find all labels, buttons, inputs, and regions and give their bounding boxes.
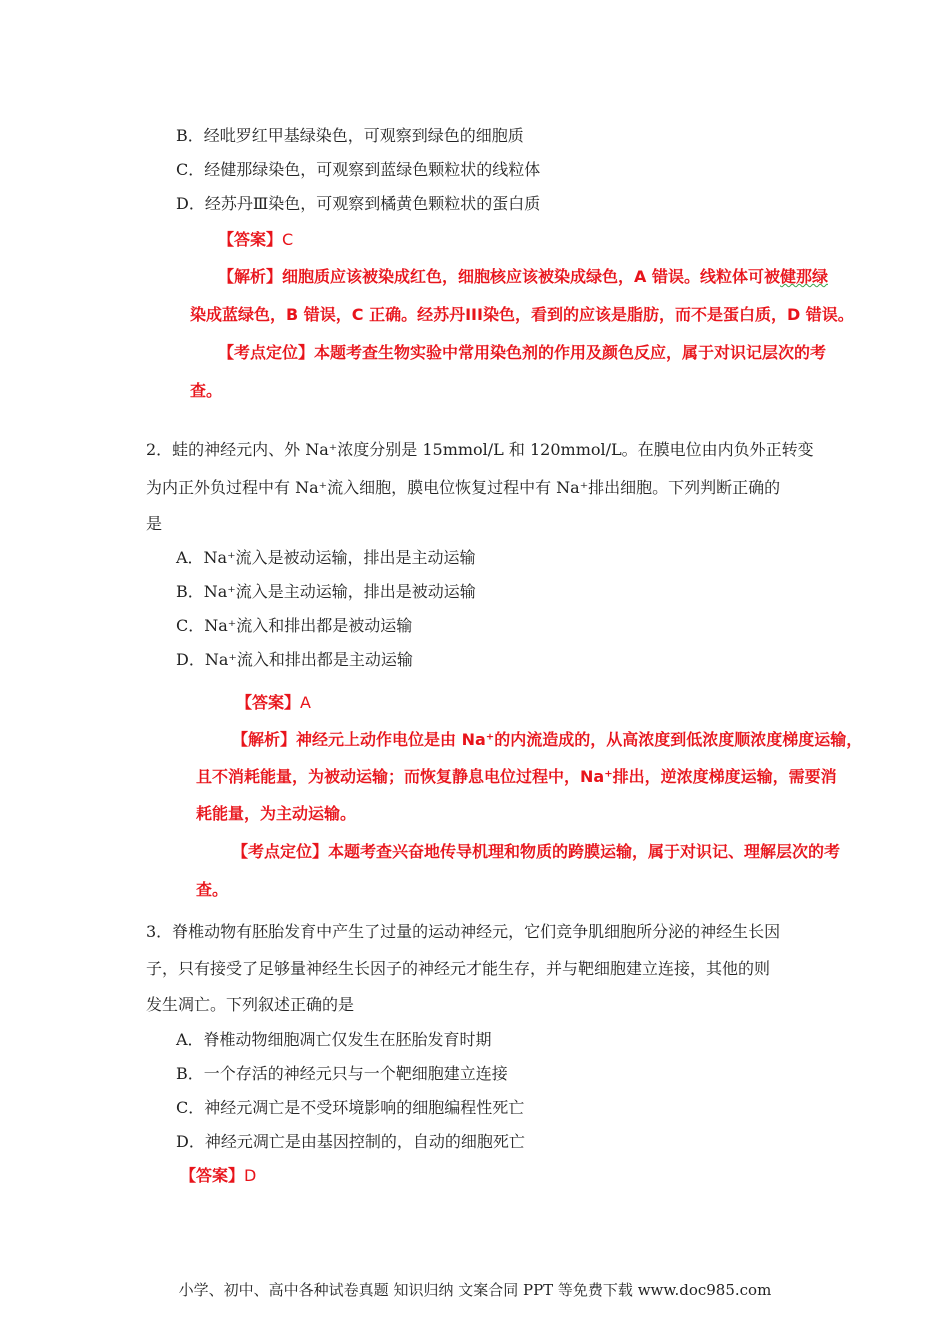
q2-keypoint-line2: 查。	[196, 880, 229, 899]
answer-label: 【答案】	[180, 1166, 245, 1185]
q1-answer	[218, 229, 293, 251]
q2-keypoint-line1	[232, 841, 840, 863]
q3-answer	[180, 1165, 256, 1187]
page-footer: 小学、初中、高中各种试卷真题 知识归纳 文案合同 PPT 等免费下载 www.doc985.com	[178, 1281, 772, 1299]
q3-stem-line1: 3．脊椎动物有胚胎发育中产生了过量的运动神经元，它们竞争肌细胞所分泌的神经生长因	[146, 922, 781, 941]
keypoint-label: 【考点定位】	[232, 842, 329, 861]
analysis-label: 【解析】	[218, 267, 283, 286]
q2-analysis-line3: 耗能量，为主动运输。	[196, 804, 357, 823]
q2-option-d: D．Na⁺流入和排出都是主动运输	[176, 650, 413, 669]
keypoint-text: 本题考查兴奋地传导机理和物质的跨膜运输，属于对识记、理解层次的考	[328, 842, 841, 861]
q1-option-b: B．经吡罗红甲基绿染色，可观察到绿色的细胞质	[176, 126, 524, 145]
q2-stem-line1: 2．蛙的神经元内、外 Na⁺浓度分别是 15mmol/L 和 120mmol/L。在膜电位由内负外正转变	[146, 440, 814, 459]
q3-stem-line2: 子，只有接受了足够量神经生长因子的神经元才能生存，并与靶细胞建立连接，其他的则	[146, 959, 771, 978]
q1-analysis-line2: 染成蓝绿色，B 错误，C 正确。经苏丹III染色，看到的应该是脂肪，而不是蛋白质，D 错误。	[190, 305, 854, 324]
q2-stem-line3: 是	[146, 514, 163, 533]
keypoint-text: 本题考查生物实验中常用染色剂的作用及颜色反应，属于对识记层次的考	[314, 343, 827, 362]
q3-option-b: B．一个存活的神经元只与一个靶细胞建立连接	[176, 1064, 508, 1083]
answer-value: A	[300, 693, 311, 712]
q2-analysis-line2: 且不消耗能量，为被动运输；而恢复静息电位过程中，Na⁺排出，逆浓度梯度运输，需要消	[196, 767, 837, 786]
analysis-text-underlined: 健那绿	[779, 267, 828, 286]
q1-option-c: C．经健那绿染色，可观察到蓝绿色颗粒状的线粒体	[176, 160, 541, 179]
q1-keypoint-line2: 查。	[190, 381, 223, 400]
q3-option-a: A．脊椎动物细胞凋亡仅发生在胚胎发育时期	[176, 1030, 492, 1049]
answer-value: D	[244, 1166, 257, 1185]
q3-option-c: C．神经元凋亡是不受环境影响的细胞编程性死亡	[176, 1098, 525, 1117]
analysis-text: 细胞质应该被染成红色，细胞核应该被染成绿色，A 错误。线粒体可被	[282, 267, 780, 286]
q2-answer	[236, 692, 311, 714]
analysis-label: 【解析】	[232, 730, 297, 749]
q2-option-c: C．Na⁺流入和排出都是被动运输	[176, 616, 413, 635]
q2-stem-line2: 为内正外负过程中有 Na⁺流入细胞，膜电位恢复过程中有 Na⁺排出细胞。下列判断正确的	[146, 478, 781, 497]
q2-option-b: B．Na⁺流入是主动运输，排出是被动运输	[176, 582, 476, 601]
analysis-text: 神经元上动作电位是由 Na⁺的内流造成的，从高浓度到低浓度顺浓度梯度运输，	[296, 730, 863, 749]
q3-option-d: D．神经元凋亡是由基因控制的，自动的细胞死亡	[176, 1132, 525, 1151]
q3-stem-line3: 发生凋亡。下列叙述正确的是	[146, 995, 355, 1014]
answer-value: C	[282, 230, 294, 249]
q1-keypoint-line1	[218, 342, 826, 364]
q1-analysis-line1	[218, 266, 828, 288]
answer-label: 【答案】	[236, 693, 301, 712]
keypoint-label: 【考点定位】	[218, 343, 315, 362]
answer-label: 【答案】	[218, 230, 283, 249]
q2-analysis-line1	[232, 729, 862, 751]
q2-option-a: A．Na⁺流入是被动运输，排出是主动运输	[176, 548, 476, 567]
q1-option-d: D．经苏丹Ⅲ染色，可观察到橘黄色颗粒状的蛋白质	[176, 194, 541, 213]
